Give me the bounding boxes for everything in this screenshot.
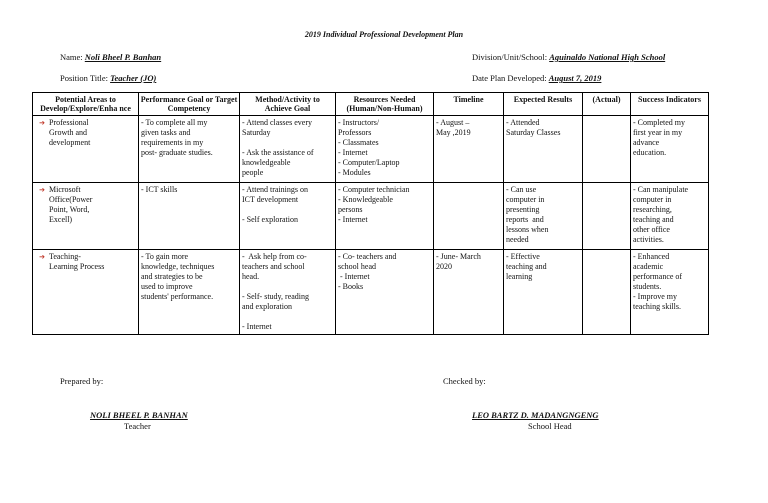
name-label: Name: [60, 52, 83, 62]
page-title: 2019 Individual Professional Development Plan [304, 30, 464, 39]
goal-lines [141, 252, 237, 302]
cell-line: lessons when [506, 225, 549, 234]
cell-line: Point, Word, [49, 205, 90, 214]
goal-cell [139, 250, 240, 335]
resources-lines [338, 252, 431, 292]
area-lines [49, 252, 104, 272]
cell-line: first year in my [633, 128, 683, 137]
cell-line: Excell) [49, 215, 73, 224]
expected-lines [506, 185, 580, 245]
table-row [33, 183, 709, 250]
checked-by-label: Checked by: [443, 376, 486, 386]
checked-by-role: School Head [528, 421, 572, 431]
cell-line: - Computer technician [338, 185, 410, 194]
cell-line: Microsoft [49, 185, 81, 194]
position-label: Position Title: [60, 73, 108, 83]
name-value: Noli Bheel P. Banhan [84, 52, 162, 62]
goal-lines [141, 185, 237, 195]
actual-cell [583, 183, 631, 250]
cell-line: - Internet [338, 272, 370, 281]
goal-cell [139, 116, 240, 183]
cell-line: - Ask the assistance of [242, 148, 314, 157]
cell-line: knowledge, techniques [141, 262, 215, 271]
division-line [472, 52, 665, 62]
indicators-lines [633, 118, 706, 158]
cell-line: academic [633, 262, 664, 271]
cell-line: - Internet [338, 148, 368, 157]
cell-line: Learning Process [49, 262, 105, 271]
actual-lines [585, 185, 628, 195]
division-value: Aguinaldo National High School [549, 52, 666, 62]
date-line [472, 73, 601, 83]
cell-line: - Internet [338, 215, 368, 224]
cell-line: - To complete all my [141, 118, 208, 127]
goal-cell [139, 183, 240, 250]
cell-line [585, 118, 628, 128]
cell-line: teaching skills. [633, 302, 681, 311]
cell-line: teachers and school [242, 262, 305, 271]
cell-line: other office [633, 225, 670, 234]
indicators-lines [633, 185, 706, 245]
cell-line: May ,2019 [436, 128, 471, 137]
timeline-lines [436, 185, 501, 195]
area-cell [33, 183, 139, 250]
cell-line: and exploration [242, 302, 292, 311]
cell-line: activities. [633, 235, 664, 244]
cell-line: used to improve [141, 282, 193, 291]
cell-line: - Modules [338, 168, 371, 177]
indicators-cell [631, 116, 709, 183]
cell-line: Growth and [49, 128, 87, 137]
cell-line: learning [506, 272, 533, 281]
cell-line: - Completed my [633, 118, 685, 127]
cell-line: - Co- teachers and [338, 252, 397, 261]
cell-line: Office(Power [49, 195, 93, 204]
prepared-by-label: Prepared by: [60, 376, 104, 386]
indicators-cell [631, 183, 709, 250]
prepared-by-name: NOLI BHEEL P. BANHAN [90, 410, 188, 420]
cell-line: - Effective [506, 252, 540, 261]
division-label: Division/Unit/School: [472, 52, 548, 62]
area-lines [49, 118, 90, 148]
name-line [60, 52, 161, 62]
header-cell: Expected Results [504, 93, 583, 116]
cell-line: - Ask help from co- [242, 252, 307, 261]
cell-line: students. [633, 282, 662, 291]
header-cell: (Actual) [583, 93, 631, 116]
header-cell: Success Indicators [631, 93, 709, 116]
header-cell: Method/Activity to Achieve Goal [240, 93, 336, 116]
cell-line [436, 185, 501, 195]
area-cell [33, 116, 139, 183]
arrow-bullet-icon: ➔ [39, 253, 45, 261]
arrow-bullet-icon: ➔ [39, 186, 45, 194]
cell-line: - Knowledgeable [338, 195, 393, 204]
cell-line: - June- March [436, 252, 481, 261]
cell-line: computer in [633, 195, 672, 204]
cell-line: Teaching- [49, 252, 81, 261]
header-cell: Potential Areas to Develop/Explore/Enha nce [33, 93, 139, 116]
resources-lines [338, 118, 431, 178]
cell-line: education. [633, 148, 667, 157]
expected-cell [504, 250, 583, 335]
expected-lines [506, 118, 580, 138]
cell-line: people [242, 168, 264, 177]
cell-line: Saturday Classes [506, 128, 561, 137]
cell-line: - Attended [506, 118, 540, 127]
position-value: Teacher (JO) [110, 73, 157, 83]
cell-line: researching, [633, 205, 672, 214]
cell-line: - August – [436, 118, 470, 127]
area-lines [49, 185, 92, 225]
method-cell [240, 116, 336, 183]
date-label: Date Plan Developed: [472, 73, 547, 83]
resources-cell [336, 116, 434, 183]
method-cell [240, 250, 336, 335]
cell-line: and strategies to be [141, 272, 203, 281]
cell-line: - Computer/Laptop [338, 158, 400, 167]
cell-line: Professional [49, 118, 89, 127]
cell-line: - Attend classes every [242, 118, 312, 127]
area-wrapper [35, 185, 136, 225]
cell-line: computer in [506, 195, 545, 204]
actual-lines [585, 252, 628, 262]
cell-line: students' performance. [141, 292, 214, 301]
table-header-row [33, 93, 709, 116]
cell-line: - Instructors/ [338, 118, 380, 127]
goal-lines [141, 118, 237, 158]
method-lines [242, 118, 333, 178]
cell-line: performance of [633, 272, 683, 281]
cell-line: 2020 [436, 262, 452, 271]
actual-cell [583, 116, 631, 183]
method-cell [240, 183, 336, 250]
cell-line: advance [633, 138, 660, 147]
cell-line: requirements in my [141, 138, 204, 147]
area-wrapper [35, 252, 136, 272]
cell-line: - Can manipulate [633, 185, 689, 194]
cell-line [585, 185, 628, 195]
resources-lines [338, 185, 431, 225]
cell-line: - Self- study, reading [242, 292, 310, 301]
arrow-bullet-icon: ➔ [39, 119, 45, 127]
timeline-lines [436, 252, 501, 272]
cell-line [585, 252, 628, 262]
cell-line: - Enhanced [633, 252, 670, 261]
cell-line: given tasks and [141, 128, 191, 137]
area-cell [33, 250, 139, 335]
expected-cell [504, 183, 583, 250]
resources-cell [336, 250, 434, 335]
cell-line: ICT development [242, 195, 299, 204]
cell-line: development [49, 138, 91, 147]
cell-line: school head [338, 262, 376, 271]
cell-line [242, 138, 333, 148]
cell-line: teaching and [506, 262, 547, 271]
cell-line: - Classmates [338, 138, 379, 147]
cell-line: - Attend trainings on [242, 185, 308, 194]
cell-line: - Can use [506, 185, 537, 194]
cell-line: - To gain more [141, 252, 189, 261]
cell-line [242, 205, 333, 215]
cell-line: head. [242, 272, 260, 281]
cell-line: - Books [338, 282, 364, 291]
table-row [33, 116, 709, 183]
area-wrapper [35, 118, 136, 148]
cell-line: Saturday [242, 128, 271, 137]
indicators-lines [633, 252, 706, 312]
cell-line: reports and [506, 215, 544, 224]
cell-line: needed [506, 235, 529, 244]
timeline-cell [434, 116, 504, 183]
cell-line: Professors [338, 128, 372, 137]
cell-line: - Internet [242, 322, 272, 331]
timeline-cell [434, 183, 504, 250]
date-value: August 7, 2019 [548, 73, 602, 83]
cell-line: persons [338, 205, 363, 214]
header-cell: Resources Needed (Human/Non-Human) [336, 93, 434, 116]
timeline-lines [436, 118, 501, 138]
cell-line: teaching and [633, 215, 674, 224]
actual-cell [583, 250, 631, 335]
table-row [33, 250, 709, 335]
cell-line: presenting [506, 205, 540, 214]
cell-line: - ICT skills [141, 185, 178, 194]
method-lines [242, 185, 333, 225]
prepared-by-role: Teacher [124, 421, 151, 431]
cell-line: - Improve my [633, 292, 677, 301]
expected-cell [504, 116, 583, 183]
resources-cell [336, 183, 434, 250]
development-plan-table [32, 92, 709, 335]
actual-lines [585, 118, 628, 128]
position-line [60, 73, 156, 83]
checked-by-name: LEO BARTZ D. MADANGNGENG [472, 410, 599, 420]
cell-line [242, 312, 333, 322]
header-cell: Performance Goal or Target Competency [139, 93, 240, 116]
indicators-cell [631, 250, 709, 335]
cell-line: knowledgeable [242, 158, 291, 167]
expected-lines [506, 252, 580, 282]
cell-line: post- graduate studies. [141, 148, 213, 157]
cell-line: - Self exploration [242, 215, 298, 224]
timeline-cell [434, 250, 504, 335]
cell-line [242, 282, 333, 292]
method-lines [242, 252, 333, 332]
header-cell: Timeline [434, 93, 504, 116]
